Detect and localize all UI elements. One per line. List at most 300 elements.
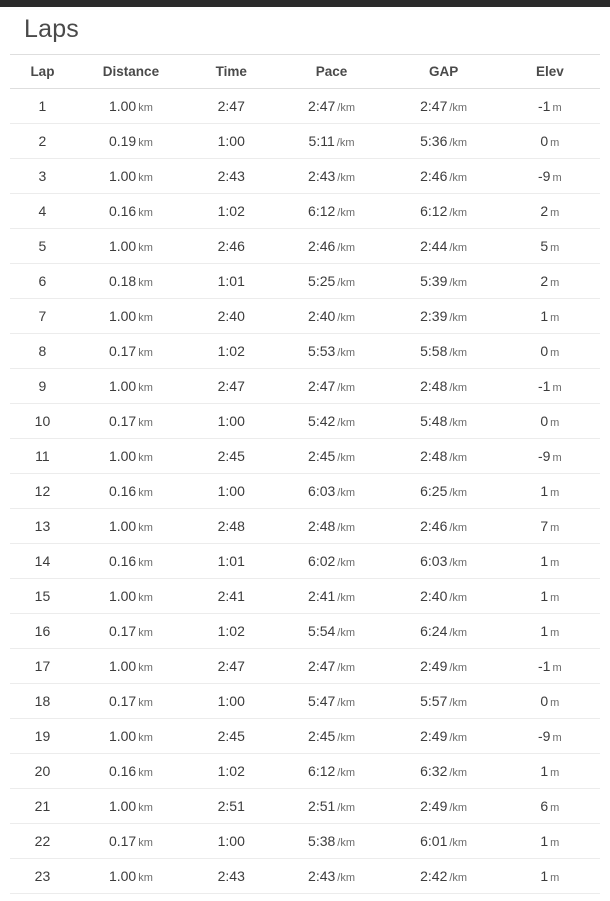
cell-distance-unit: km: [138, 417, 153, 429]
cell-distance-unit: km: [138, 592, 153, 604]
column-header-lap[interactable]: Lap: [10, 55, 75, 89]
cell-elev: [500, 859, 600, 894]
cell-gap-unit: /km: [449, 487, 468, 499]
cell-gap-unit: /km: [449, 872, 468, 884]
cell-elev-value: 7: [540, 518, 549, 534]
cell-lap-value: 19: [34, 728, 51, 744]
cell-pace-value: 2:47: [308, 658, 336, 674]
cell-distance-unit: km: [138, 487, 153, 499]
cell-gap: [388, 649, 500, 684]
cell-lap: [10, 89, 75, 124]
cell-elev-unit: m: [550, 872, 560, 884]
cell-gap-value: 2:42: [420, 868, 448, 884]
cell-pace: [275, 509, 387, 544]
cell-lap: [10, 229, 75, 264]
cell-elev-unit: m: [550, 347, 560, 359]
cell-pace-value: 2:46: [308, 238, 336, 254]
cell-distance: [75, 824, 187, 859]
cell-distance-unit: km: [138, 872, 153, 884]
cell-lap: [10, 299, 75, 334]
cell-gap-value: 2:47: [420, 98, 448, 114]
cell-gap-unit: /km: [449, 417, 468, 429]
cell-gap-unit: /km: [449, 382, 468, 394]
table-row[interactable]: [10, 684, 600, 719]
cell-gap: [388, 89, 500, 124]
cell-elev: [500, 439, 600, 474]
page-title: Laps: [24, 15, 80, 43]
cell-distance-value: 1.00: [108, 658, 137, 674]
cell-pace: [275, 649, 387, 684]
cell-elev-unit: m: [550, 137, 560, 149]
cell-distance-unit: km: [138, 522, 153, 534]
cell-pace-value: 2:48: [308, 518, 336, 534]
cell-elev-value: 1: [540, 833, 549, 849]
cell-lap: [10, 719, 75, 754]
cell-distance-value: 1.00: [108, 518, 137, 534]
cell-gap: [388, 439, 500, 474]
cell-elev: [500, 579, 600, 614]
cell-pace-value: 5:11: [308, 133, 335, 149]
cell-pace-value: 2:43: [308, 868, 336, 884]
cell-time: [187, 194, 276, 229]
cell-pace-unit: /km: [336, 137, 355, 149]
cell-gap-value: 5:36: [420, 133, 448, 149]
cell-pace: [275, 194, 387, 229]
cell-pace-value: 5:53: [308, 343, 336, 359]
cell-distance-unit: km: [138, 732, 153, 744]
cell-time: [187, 369, 276, 404]
cell-gap-value: 5:48: [420, 413, 448, 429]
cell-lap-value: 7: [38, 308, 47, 324]
cell-distance-unit: km: [138, 452, 153, 464]
cell-distance: [75, 754, 187, 789]
cell-gap-value: 2:44: [420, 238, 448, 254]
cell-gap: [388, 474, 500, 509]
cell-pace: [275, 439, 387, 474]
cell-distance: [75, 684, 187, 719]
cell-elev-unit: m: [550, 277, 560, 289]
cell-gap-value: 5:58: [420, 343, 448, 359]
cell-elev: [500, 509, 600, 544]
cell-time: [187, 684, 276, 719]
table-row[interactable]: [10, 124, 600, 159]
cell-elev: [500, 159, 600, 194]
cell-lap: [10, 754, 75, 789]
cell-elev-value: 2: [540, 203, 549, 219]
cell-distance-value: 0.16: [108, 553, 137, 569]
cell-lap-value: 18: [34, 693, 51, 709]
cell-elev-value: 0: [540, 133, 549, 149]
cell-distance-value: 1.00: [108, 728, 137, 744]
table-row[interactable]: [10, 544, 600, 579]
cell-gap: [388, 334, 500, 369]
table-body: [10, 89, 600, 894]
cell-pace: [275, 859, 387, 894]
cell-lap-value: 12: [34, 483, 51, 499]
cell-elev-value: -1: [538, 98, 551, 114]
table-row[interactable]: [10, 229, 600, 264]
cell-gap-unit: /km: [449, 242, 468, 254]
cell-lap: [10, 684, 75, 719]
status-bar: [0, 0, 610, 7]
cell-time: [187, 614, 276, 649]
cell-elev-value: 5: [540, 238, 549, 254]
cell-time: [187, 544, 276, 579]
cell-gap: [388, 789, 500, 824]
cell-pace-value: 6:02: [308, 553, 336, 569]
cell-distance: [75, 649, 187, 684]
cell-distance: [75, 439, 187, 474]
cell-lap-value: 1: [38, 98, 47, 114]
cell-elev-value: -1: [538, 658, 551, 674]
cell-time: [187, 439, 276, 474]
cell-elev-value: 1: [540, 623, 549, 639]
cell-gap-unit: /km: [449, 837, 468, 849]
cell-distance-value: 0.19: [108, 133, 137, 149]
cell-distance-value: 1.00: [108, 168, 137, 184]
cell-elev: [500, 229, 600, 264]
cell-gap-unit: /km: [449, 627, 468, 639]
table-row[interactable]: [10, 194, 600, 229]
cell-pace: [275, 334, 387, 369]
cell-time-value: 1:02: [217, 203, 245, 219]
cell-elev-unit: m: [550, 837, 560, 849]
cell-gap: [388, 614, 500, 649]
cell-gap-value: 6:25: [420, 483, 448, 499]
cell-time: [187, 334, 276, 369]
table-row[interactable]: [10, 334, 600, 369]
cell-lap-value: 4: [38, 203, 47, 219]
cell-distance-value: 0.17: [108, 343, 137, 359]
cell-distance: [75, 159, 187, 194]
cell-time: [187, 859, 276, 894]
table-header: [10, 55, 600, 89]
cell-gap-unit: /km: [449, 102, 468, 114]
table-row[interactable]: [10, 824, 600, 859]
cell-time-value: 2:43: [217, 168, 245, 184]
cell-lap: [10, 369, 75, 404]
cell-pace: [275, 229, 387, 264]
cell-elev: [500, 194, 600, 229]
table-row[interactable]: [10, 299, 600, 334]
table-row[interactable]: [10, 159, 600, 194]
cell-lap: [10, 649, 75, 684]
cell-pace-unit: /km: [337, 837, 356, 849]
column-header-elev[interactable]: Elev: [500, 55, 600, 89]
cell-distance-value: 1.00: [108, 448, 137, 464]
cell-gap-value: 6:12: [420, 203, 448, 219]
cell-gap-unit: /km: [449, 207, 468, 219]
cell-pace: [275, 89, 387, 124]
cell-gap: [388, 719, 500, 754]
cell-elev-value: 1: [540, 308, 549, 324]
cell-distance-unit: km: [138, 802, 153, 814]
cell-pace: [275, 824, 387, 859]
cell-gap: [388, 299, 500, 334]
cell-gap-unit: /km: [449, 277, 468, 289]
cell-time-value: 1:01: [217, 273, 245, 289]
table-row[interactable]: [10, 579, 600, 614]
table-row[interactable]: [10, 509, 600, 544]
cell-time: [187, 719, 276, 754]
column-header-time[interactable]: Time: [187, 55, 276, 89]
cell-time: [187, 264, 276, 299]
cell-lap-value: 11: [35, 448, 50, 464]
cell-lap-value: 15: [34, 588, 51, 604]
cell-lap-value: 14: [34, 553, 51, 569]
cell-pace-unit: /km: [337, 872, 356, 884]
cell-pace-value: 6:03: [308, 483, 336, 499]
cell-elev-unit: m: [552, 382, 562, 394]
cell-pace-value: 2:51: [308, 798, 336, 814]
cell-gap-unit: /km: [449, 137, 468, 149]
cell-time-value: 2:48: [217, 518, 245, 534]
cell-pace-unit: /km: [337, 242, 356, 254]
cell-time-value: 1:00: [217, 483, 245, 499]
cell-lap: [10, 544, 75, 579]
cell-time-value: 1:00: [217, 413, 245, 429]
cell-pace: [275, 124, 387, 159]
cell-gap-value: 2:48: [420, 378, 448, 394]
cell-pace-value: 6:12: [308, 763, 336, 779]
cell-elev-value: 1: [540, 868, 549, 884]
cell-distance-value: 0.16: [108, 203, 137, 219]
table-row[interactable]: [10, 754, 600, 789]
cell-elev-unit: m: [550, 697, 560, 709]
cell-time: [187, 229, 276, 264]
cell-lap: [10, 194, 75, 229]
cell-lap: [10, 824, 75, 859]
cell-time-value: 1:02: [217, 343, 245, 359]
cell-pace-value: 2:43: [308, 168, 336, 184]
cell-elev-unit: m: [552, 662, 562, 674]
cell-elev: [500, 649, 600, 684]
cell-pace-unit: /km: [337, 102, 356, 114]
table-row[interactable]: [10, 439, 600, 474]
cell-distance-value: 1.00: [108, 98, 137, 114]
cell-gap-unit: /km: [449, 557, 468, 569]
cell-distance-value: 1.00: [108, 588, 137, 604]
cell-pace-unit: /km: [337, 207, 356, 219]
cell-gap-value: 2:40: [420, 588, 448, 604]
cell-pace: [275, 159, 387, 194]
cell-elev-unit: m: [550, 557, 560, 569]
cell-gap: [388, 754, 500, 789]
cell-gap-value: 2:46: [420, 168, 448, 184]
cell-time: [187, 474, 276, 509]
cell-gap-unit: /km: [449, 802, 468, 814]
cell-elev-unit: m: [550, 487, 560, 499]
cell-time-value: 1:01: [217, 553, 245, 569]
cell-lap: [10, 474, 75, 509]
table-row[interactable]: [10, 474, 600, 509]
table-row[interactable]: [10, 859, 600, 894]
cell-pace: [275, 614, 387, 649]
cell-time-value: 2:43: [217, 868, 245, 884]
cell-gap-unit: /km: [449, 767, 468, 779]
cell-elev: [500, 124, 600, 159]
cell-elev-unit: m: [550, 627, 560, 639]
cell-gap-value: 5:57: [420, 693, 448, 709]
table-row[interactable]: [10, 404, 600, 439]
cell-lap: [10, 264, 75, 299]
cell-pace-unit: /km: [337, 277, 356, 289]
laps-table: [10, 54, 600, 894]
cell-elev: [500, 719, 600, 754]
cell-gap-unit: /km: [449, 452, 468, 464]
cell-gap-unit: /km: [449, 172, 468, 184]
cell-distance: [75, 614, 187, 649]
cell-distance-value: 0.17: [108, 623, 137, 639]
cell-distance-unit: km: [138, 137, 153, 149]
cell-time: [187, 509, 276, 544]
cell-gap-value: 6:03: [420, 553, 448, 569]
table-row[interactable]: [10, 264, 600, 299]
cell-elev-value: 2: [540, 273, 549, 289]
cell-lap: [10, 334, 75, 369]
cell-elev-value: 0: [540, 343, 549, 359]
column-header-distance[interactable]: Distance: [75, 55, 187, 89]
cell-time-value: 2:51: [217, 798, 245, 814]
cell-elev-unit: m: [550, 802, 560, 814]
cell-gap-value: 2:39: [420, 308, 448, 324]
table-row[interactable]: [10, 719, 600, 754]
cell-pace-value: 5:47: [308, 693, 336, 709]
cell-gap: [388, 159, 500, 194]
cell-distance: [75, 299, 187, 334]
cell-elev: [500, 614, 600, 649]
cell-gap: [388, 509, 500, 544]
cell-gap-value: 5:39: [420, 273, 448, 289]
cell-distance: [75, 334, 187, 369]
cell-lap-value: 17: [34, 658, 51, 674]
table-row[interactable]: [10, 89, 600, 124]
cell-distance: [75, 229, 187, 264]
cell-time-value: 2:41: [217, 588, 245, 604]
cell-distance: [75, 859, 187, 894]
cell-lap: [10, 124, 75, 159]
cell-gap-value: 6:24: [420, 623, 448, 639]
cell-gap-value: 2:46: [420, 518, 448, 534]
cell-distance-unit: km: [138, 242, 153, 254]
cell-pace: [275, 754, 387, 789]
cell-lap-value: 6: [38, 273, 47, 289]
cell-pace: [275, 369, 387, 404]
cell-pace-unit: /km: [337, 697, 356, 709]
cell-gap-value: 6:01: [420, 833, 448, 849]
cell-elev: [500, 369, 600, 404]
cell-pace-unit: /km: [337, 557, 356, 569]
cell-lap-value: 9: [38, 378, 47, 394]
cell-elev-unit: m: [550, 522, 560, 534]
cell-lap-value: 2: [38, 133, 47, 149]
cell-gap-value: 2:49: [420, 658, 448, 674]
cell-time: [187, 649, 276, 684]
table-row[interactable]: [10, 614, 600, 649]
cell-lap-value: 8: [38, 343, 47, 359]
cell-gap-unit: /km: [449, 732, 468, 744]
cell-elev-unit: m: [552, 102, 562, 114]
cell-distance-unit: km: [138, 102, 153, 114]
column-header-pace[interactable]: Pace: [275, 55, 387, 89]
table-row[interactable]: [10, 649, 600, 684]
cell-pace-unit: /km: [337, 382, 356, 394]
cell-distance-unit: km: [138, 662, 153, 674]
cell-time-value: 1:00: [217, 833, 245, 849]
column-header-gap[interactable]: GAP: [388, 55, 500, 89]
cell-pace-value: 2:45: [308, 448, 336, 464]
cell-elev: [500, 474, 600, 509]
cell-elev-unit: m: [552, 732, 562, 744]
cell-pace-unit: /km: [337, 312, 356, 324]
cell-gap-unit: /km: [449, 312, 468, 324]
cell-distance-unit: km: [138, 172, 153, 184]
cell-distance-unit: km: [138, 207, 153, 219]
cell-distance: [75, 124, 187, 159]
cell-distance: [75, 194, 187, 229]
cell-gap-value: 2:49: [420, 798, 448, 814]
cell-elev-value: -9: [538, 168, 551, 184]
cell-gap-unit: /km: [449, 697, 468, 709]
cell-time: [187, 159, 276, 194]
cell-pace-unit: /km: [337, 767, 356, 779]
table-row[interactable]: [10, 789, 600, 824]
cell-time: [187, 754, 276, 789]
cell-gap-value: 2:49: [420, 728, 448, 744]
cell-distance-unit: km: [138, 697, 153, 709]
cell-pace: [275, 684, 387, 719]
cell-pace-value: 2:47: [308, 378, 336, 394]
cell-elev-value: 0: [540, 693, 549, 709]
cell-distance-unit: km: [138, 312, 153, 324]
cell-time-value: 2:46: [217, 238, 245, 254]
cell-elev-unit: m: [550, 242, 560, 254]
cell-gap-unit: /km: [449, 592, 468, 604]
cell-distance: [75, 89, 187, 124]
table-row[interactable]: [10, 369, 600, 404]
cell-time: [187, 124, 276, 159]
cell-pace: [275, 264, 387, 299]
cell-lap: [10, 159, 75, 194]
cell-distance-unit: km: [138, 382, 153, 394]
cell-pace-unit: /km: [337, 417, 356, 429]
cell-elev-unit: m: [550, 207, 560, 219]
cell-distance-value: 0.17: [108, 413, 137, 429]
cell-gap: [388, 264, 500, 299]
cell-lap: [10, 579, 75, 614]
cell-distance-unit: km: [138, 347, 153, 359]
cell-time-value: 2:45: [217, 728, 245, 744]
cell-elev-unit: m: [550, 417, 560, 429]
cell-elev: [500, 754, 600, 789]
cell-distance-unit: km: [138, 837, 153, 849]
table-header-row: [10, 55, 600, 89]
cell-lap-value: 23: [34, 868, 51, 884]
cell-distance: [75, 579, 187, 614]
cell-pace: [275, 789, 387, 824]
cell-time: [187, 824, 276, 859]
cell-lap-value: 21: [34, 798, 51, 814]
cell-distance-value: 0.18: [108, 273, 137, 289]
cell-elev-unit: m: [550, 312, 560, 324]
cell-elev: [500, 684, 600, 719]
cell-elev-value: 1: [540, 483, 549, 499]
cell-pace-unit: /km: [337, 662, 356, 674]
cell-distance-value: 1.00: [108, 378, 137, 394]
cell-pace-value: 2:47: [308, 98, 336, 114]
cell-gap-value: 2:48: [420, 448, 448, 464]
cell-elev-unit: m: [550, 767, 560, 779]
